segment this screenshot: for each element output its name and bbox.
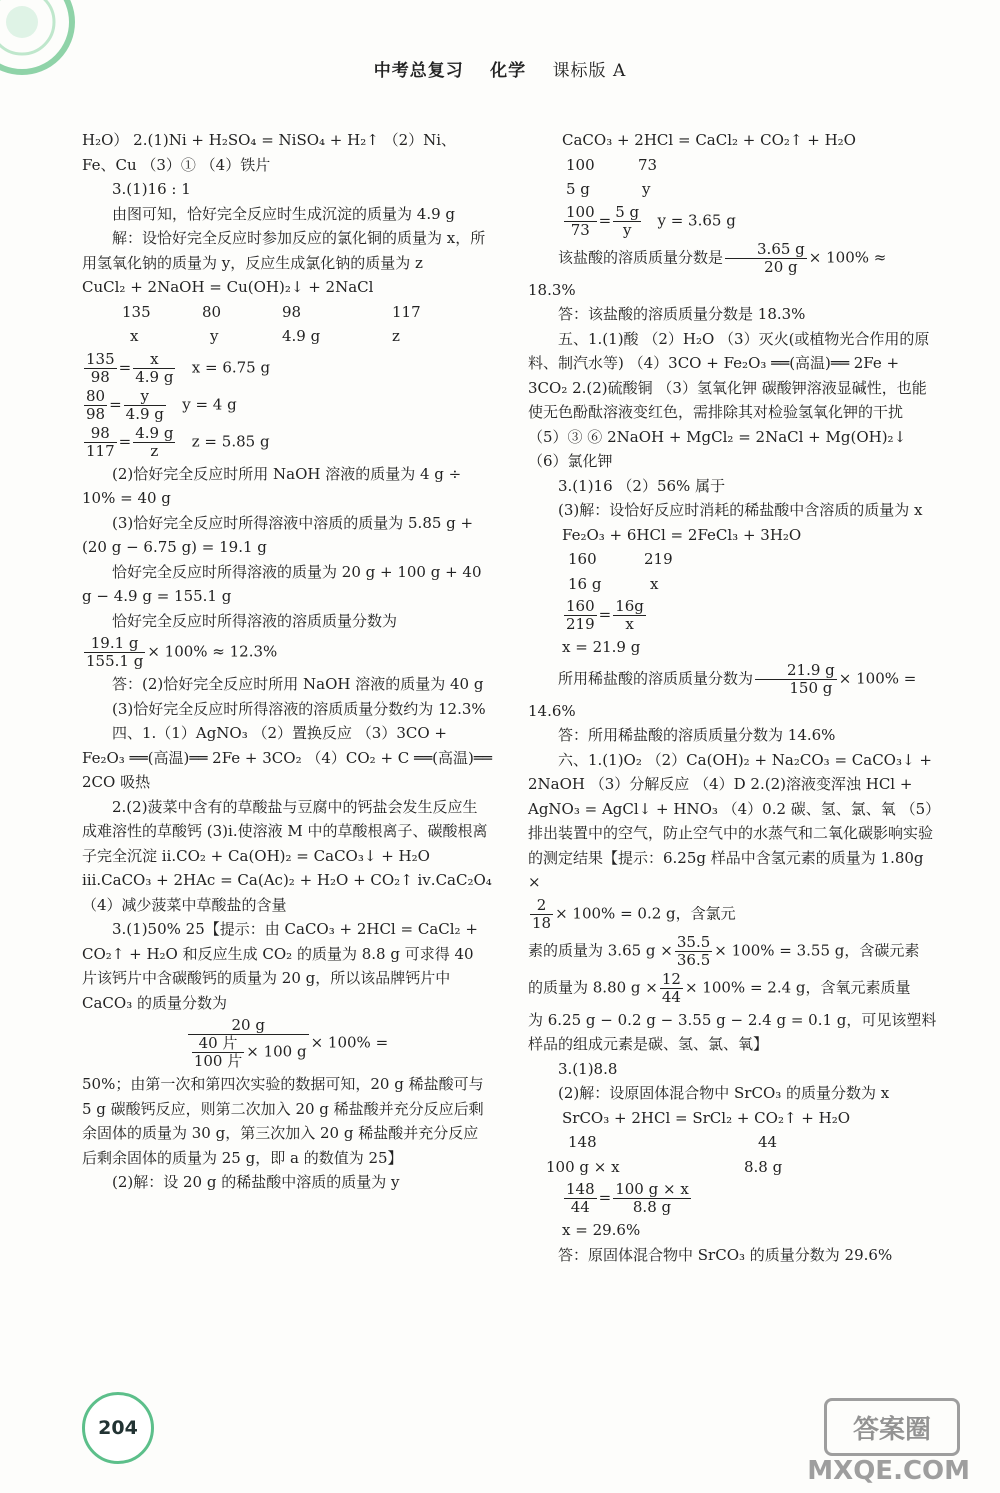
text-line: 答：(2)恰好完全反应时所用 NaOH 溶液的质量为 40 g [112,675,484,693]
text-line: 3.(1)16 （2）56% 属于 [558,476,726,495]
mass-row: 100 g × x 8.8 g [546,1157,783,1176]
text-line: 为 6.25 g − 0.2 g − 3.55 g − 2.4 g = 0.1 g，可见该塑料样品的组成元素是碳、氢、氯、氧】 [528,1010,937,1053]
equation: SrCO₃ + 2HCl = SrCl₂ + CO₂↑ + H₂O [562,1108,851,1127]
fraction-expression: 的质量为 8.80 g × $\frac{12}{44}$ × 100% = 2.4 g，含氧元素质量 [528,969,911,1006]
page-number: 204 [82,1392,154,1464]
mass-row: 16 g x [568,574,659,593]
proportion: $\frac{100}{73}$ = $\frac{5 g}{y}$ y = 3.65 g [566,202,736,239]
text-line: 恰好完全反应时所得溶液的质量为 20 g + 100 g + 40 g − 4.9 g = 155.1 g [82,562,482,605]
proportion: $\frac{135}{98}$ = $\frac{x}{4.9 g}$ x = 6.75 g [86,349,271,386]
text-line: 2.(2)菠菜中含有的草酸盐与豆腐中的钙盐会发生反应生成难溶性的草酸钙 (3)ⅰ.使溶液 M 中的草酸根离子、碳酸根离子完全沉淀 ⅱ.CO₂ + Ca(OH)₂ = CaCO₃↓ + H₂O ⅲ.CaCO₃ + 2HAc = Ca(Ac)₂ + H₂O + CO₂↑ ⅳ.CaC₂O₄ （4）减少菠菜中草酸盐的含量 [82,797,492,914]
text-line: 3.(1)8.8 [558,1059,618,1078]
text-line: Fe、Cu （3）① （4）铁片 [82,155,271,174]
text-line: 由图可知，恰好完全反应时生成沉淀的质量为 4.9 g [112,204,455,223]
text-line: 18.3% [528,280,576,299]
equation: Fe₂O₃ + 6HCl = 2FeCl₃ + 3H₂O [562,525,802,544]
text-line: 恰好完全反应时所得溶液的溶质质量分数为 [112,611,398,630]
text-line: 50%；由第一次和第四次实验的数据可知，20 g 稀盐酸可与 5 g 碳酸钙反应，则第二次加入 20 g 稀盐酸并充分反应后剩余固体的质量为 30 g，第三次加入 20 g 稀盐酸并充分反应后剩余固体的质量为 25 g，即 a 的数值为 25】 [82,1075,484,1167]
text-line: 解：设恰好完全反应时参加反应的氯化铜的质量为 x，所用氢氧化钠的质量为 y，反应生成氯化钠的质量为 z [82,229,486,272]
text-line: 答：原固体混合物中 SrCO₃ 的质量分数为 29.6% [558,1245,893,1264]
text-line: 答：所用稀盐酸的溶质质量分数为 14.6% [558,726,836,744]
header-subject: 化学 [490,61,527,81]
text-line: H₂O） 2.(1)Ni + H₂SO₄ = NiSO₄ + H₂↑ （2）Ni、 [82,131,457,149]
proportion: $\frac{98}{117}$ = $\frac{4.9 g}{z}$ z = 5.85 g [86,423,270,460]
watermark-logo: 答案圈 [824,1398,960,1456]
proportion: $\frac{160}{219}$ = $\frac{16g}{x}$ [566,597,644,633]
left-column [82,128,492,1195]
text-line: x = 21.9 g [562,638,641,656]
corner-decoration [0,0,110,110]
header-title: 中考总复习 [373,61,464,81]
text-line: 答：该盐酸的溶质质量分数是 18.3% [558,305,806,323]
header-edition: 课标版 A [552,61,627,81]
watermark-url: MXQE.COM [807,1456,970,1486]
fraction-expression: $\frac{2}{18}$ × 100% = 0.2 g，含氯元 [532,895,736,932]
equation: CaCO₃ + 2HCl = CaCl₂ + CO₂↑ + H₂O [562,131,856,149]
fraction-expression: 20 g $\frac{\text{40 片}}{\text{100 片}}$ × 100 g × 100% = [82,1017,492,1070]
text-line: (2)解：设 20 g 的稀盐酸中溶质的质量为 y [112,1173,400,1191]
page-header [0,56,1000,81]
text-line: (2)恰好完全反应时所用 NaOH 溶液的质量为 4 g ÷ 10% = 40 g [82,464,462,507]
text-line: 六、1.(1)O₂ （2）Ca(OH)₂ + Na₂CO₃ = CaCO₃↓ + 2NaOH （3）分解反应 （4）D 2.(2)溶液变浑浊 HCl + AgNO₃ = AgCl↓ + HNO₃ （4）0.2 碳、氢、氯、氧 （5）排出装置中的空气，防止空气中的水蒸气和二氧化碳影响实验的测定结果【提示：6.25g 样品中含氢元素的质量为 1.80g × [528,750,934,891]
mass-row: 135 80 98 117 [122,302,421,321]
proportion: $\frac{80}{98}$ = $\frac{y}{4.9 g}$ y = 4 g [86,386,237,423]
equation: CuCl₂ + 2NaOH = Cu(OH)₂↓ + 2NaCl [82,278,374,296]
mass-row: 160 219 [568,550,673,568]
fraction-expression: $\frac{19.1 g}{155.1 g}$ × 100% ≈ 12.3% [86,634,278,670]
text-line: x = 29.6% [562,1221,641,1239]
text-line: 四、1.（1）AgNO₃ （2）置换反应 （3）3CO + Fe₂O₃ ══(高温)══ 2Fe + 3CO₂ （4）CO₂ + C ══(高温)══ 2CO 吸热 [82,724,492,791]
text-line: (3)解：设恰好反应时消耗的稀盐酸中含溶质的质量为 x [558,501,923,519]
fraction-expression: 所用稀盐酸的溶质质量分数为 $\frac{21.9 g}{150 g}$ × 100% = [558,660,917,697]
text-line: (3)恰好完全反应时所得溶液的溶质质量分数约为 12.3% [112,699,486,718]
text-line: 3.(1)16 : 1 [112,180,191,198]
right-column [528,128,938,1267]
text-line: 3.(1)50% 25【提示：由 CaCO₃ + 2HCl = CaCl₂ + CO₂↑ + H₂O 和反应生成 CO₂ 的质量为 8.8 g 可求得 40 片该钙片中含碳酸钙的质量为 20 g，所以该品牌钙片中 CaCO₃ 的质量分数为 [82,920,478,1012]
text-line: 14.6% [528,701,576,720]
text-line: 五、1.(1)酸 （2）H₂O （3）灭火(或植物光合作用的原料、制汽水等) （4）3CO + Fe₂O₃ ══(高温)══ 2Fe + 3CO₂ 2.(2)硫酸铜 （3）氢氧化钾 碳酸钾溶液显碱性，也能使无色酚酞溶液变红色，需排除其对检验氢氧化钾的干扰 （5）③ ⑥ 2NaOH + MgCl₂ = 2NaCl + Mg(OH)₂↓ （6）氯化钾 [528,329,930,470]
mass-row: 148 44 [568,1133,778,1151]
text-line: (3)恰好完全反应时所得溶液中溶质的质量为 5.85 g + (20 g − 6.75 g) = 19.1 g [82,513,474,556]
mass-row: 100 73 [566,155,658,174]
fraction-expression: 该盐酸的溶质质量分数是 $\frac{3.65 g}{20 g}$ × 100% ≈ [558,239,887,276]
fraction-expression: 素的质量为 3.65 g × $\frac{35.5}{36.5}$ × 100% = 3.55 g，含碳元素 [528,932,920,969]
text-line: (2)解：设原固体混合物中 SrCO₃ 的质量分数为 x [558,1084,890,1102]
mass-row: x y 4.9 g z [130,327,400,345]
mass-row: 5 g y [566,180,651,198]
proportion: $\frac{148}{44}$ = $\frac{100 g \times x}{8.8 g}$ [566,1180,689,1216]
